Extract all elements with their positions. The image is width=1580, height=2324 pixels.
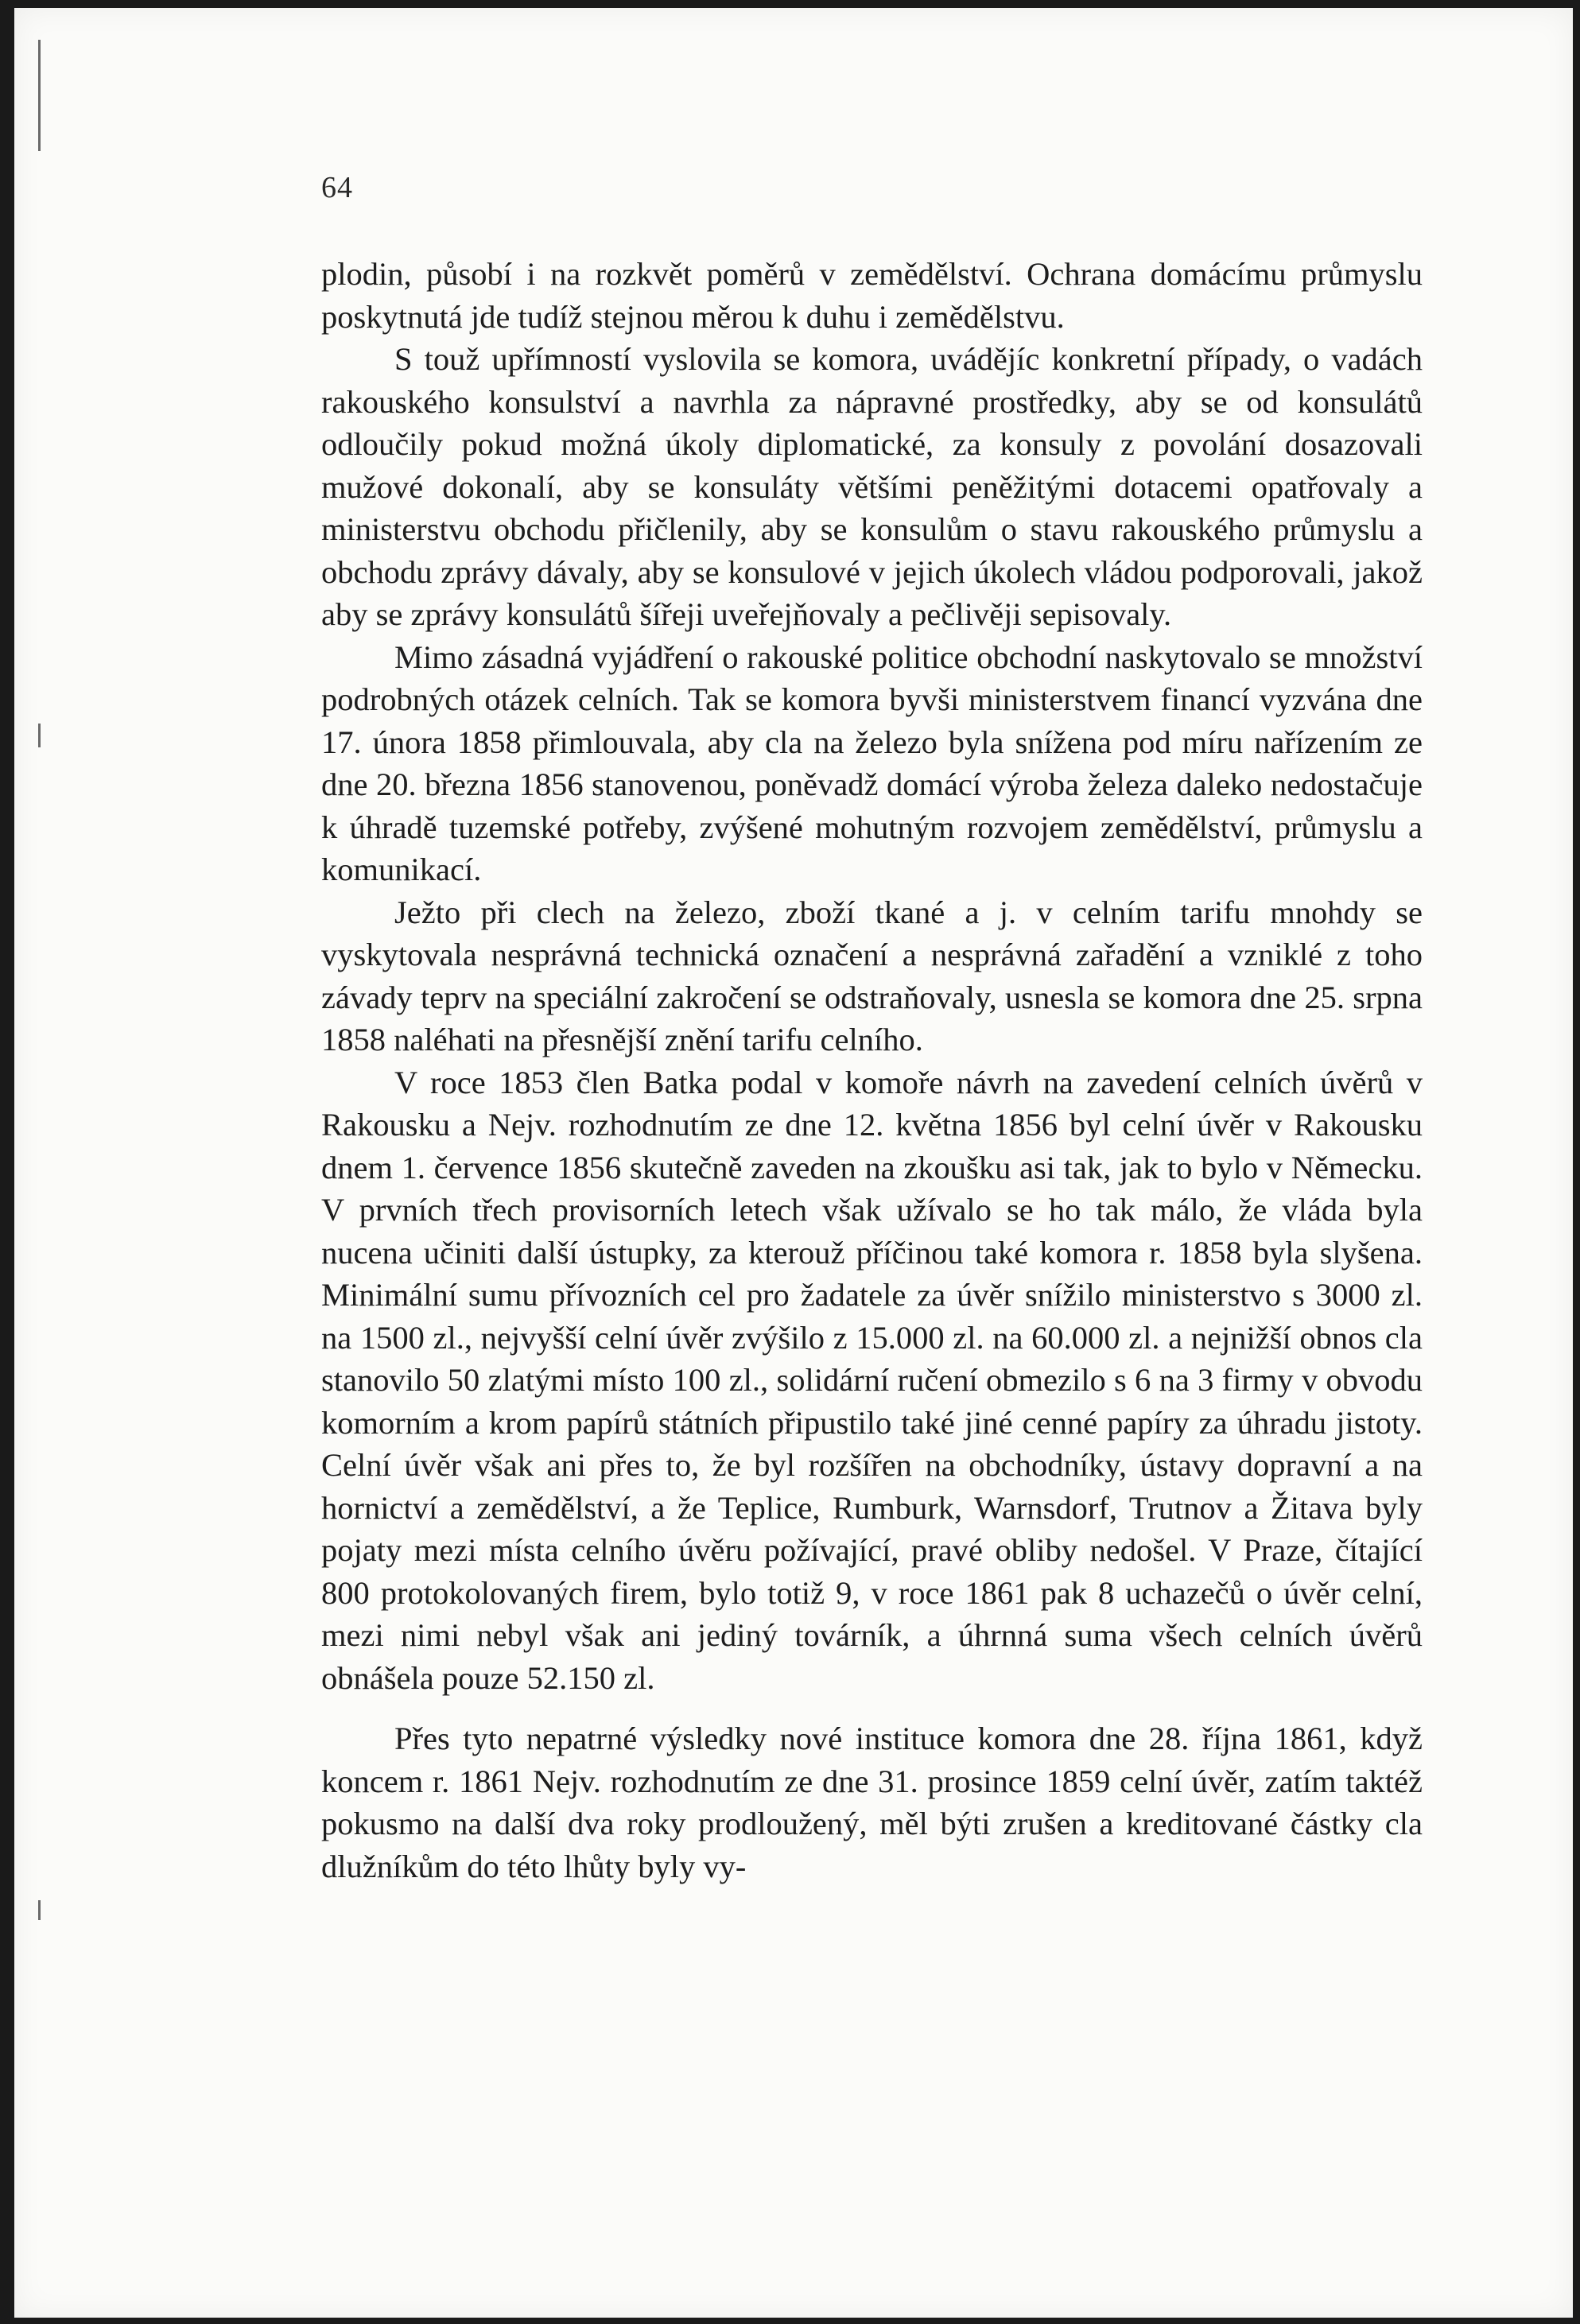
paragraph-results: Přes tyto nepatrné výsledky nové instituce komora dne 28. října 1861, když koncem r. 1861 Nejv. rozhodnutím ze dne 31. prosince 1859 celní úvěr, zatím taktéž pokusmo na další dva roky prodloužený, měl býti zrušen a kreditované částky cla dlužníkům do této lhůty byly vy- — [321, 1721, 1423, 1884]
paragraph-customs-credit: V roce 1853 člen Batka podal v komoře návrh na zavedení celních úvěrů v Rakousku a Nejv. rozhodnutím ze dne 12. května 1856 byl celní úvěr v Rakousku dnem 1. července 1856 skutečně zaveden na zkoušku asi tak, jak to bylo v Německu. V prvních třech provisorních letech však užívalo se ho tak málo, že vláda byla nucena učiniti další ústupky, za kterouž příčinou také komora r. 1858 byla slyšena. Minimální sumu přívozních cel pro žadatele za úvěr snížilo ministerstvo s 3000 zl. na 1500 zl., nejvyšší celní úvěr zvýšilo z 15.000 zl. na 60.000 zl. a nejnižší obnos cla stanovilo 50 zlatými místo 100 zl., solidární ručení obmezilo s 6 na 3 firmy v obvodu komorním a krom papírů státních připustilo také jiné cenné papíry za úhradu jistoty. Celní úvěr však ani přes to, že byl rozšířen na obchodníky, ústavy dopravní a na hornictví a zemědělství, a že Teplice, Rumburk, Warnsdorf, Trutnov a Žitava byly pojaty mezi místa celního úvěru požívající, pravé obliby nedošel. V Praze, čítající 800 protokolovaných firem, bylo totiž 9, v roce 1861 pak 8 uchazečů o úvěr celní, mezi nimi nebyl však ani jediný továrník, a úhrnná suma všech celních úvěrů obnášela pouze 52.150 zl. — [321, 1064, 1423, 1696]
scan-edge-mark — [38, 724, 41, 747]
scan-edge-mark — [38, 1900, 41, 1920]
paragraph-iron-duties: Mimo zásadná vyjádření o rakouské politice obchodní naskytovalo se množství podrobných otázek celních. Tak se komora byvši ministerstvem financí vyzvána dne 17. února 1858 přimlouvala, aby cla na železo byla snížena pod míru nařízením ze dne 20. března 1856 stanovenou, poněvadž domácí výroba železa daleko nedostačuje k úhradě tuzemské potřeby, zvýšené mohutným rozvojem zemědělství, průmyslu a komunikací. — [321, 638, 1423, 887]
paragraph-tariff: Ježto při clech na železo, zboží tkané a j. v celním tarifu mnohdy se vyskytovala nesprávná technická označení a nesprávná zařadění a vzniklé z toho závady teprv na speciální zakročení se odstraňovaly, usnesla se komora dne 25. srpna 1858 naléhati na přesnější znění tarifu celního. — [321, 894, 1423, 1057]
paragraph-consulates: S touž upřímností vyslovila se komora, uvádějíc konkretní případy, o vadách rakouského konsulství a navrhla za nápravné prostředky, aby se od konsulátů odloučily pokud možná úkoly diplomatické, za konsuly z povolání dosazovali mužové dokonalí, aby se konsuláty většími peněžitými dotacemi opatřovaly a ministerstvu obchodu přičlenily, aby se konsulům o stavu rakouského průmyslu a obchodu zprávy dávaly, aby se konsulové v jejich úkolech vládou podporovali, jakož aby se zprávy konsulátů šířeji uveřejňovaly a pečlivěji sepisovaly. — [321, 341, 1423, 632]
paragraph-continuation: plodin, působí i na rozkvět poměrů v zemědělství. Ochrana domácímu průmyslu poskytnutá jde tudíž stejnou měrou k duhu i zemědělstvu. — [321, 256, 1423, 335]
scan-edge-mark — [38, 40, 41, 151]
body-text — [321, 253, 1423, 1888]
page-number: 64 — [321, 171, 353, 204]
book-page — [14, 8, 1573, 2318]
